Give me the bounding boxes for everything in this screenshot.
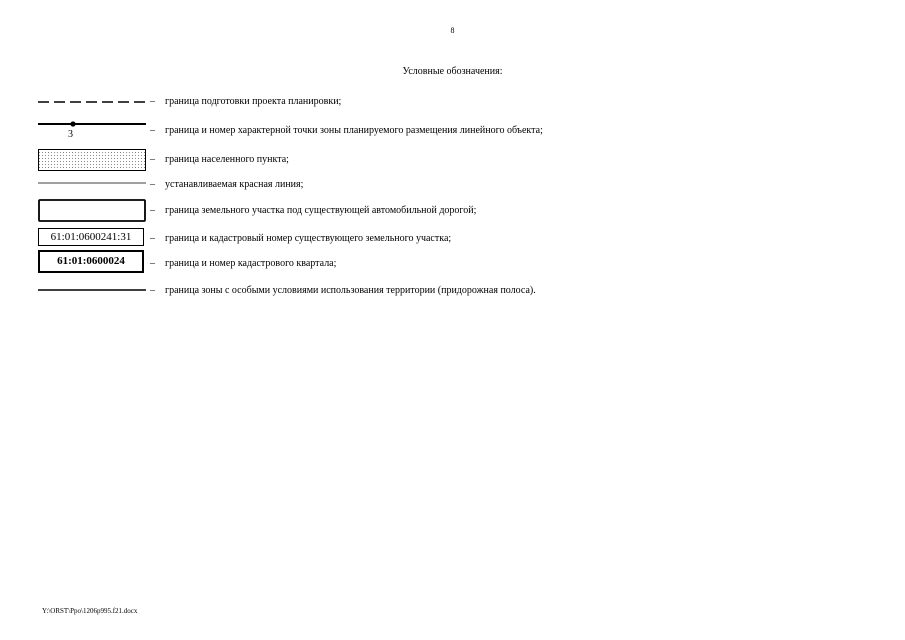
- legend-separator: –: [150, 258, 155, 269]
- cadastral-quarter-label-box: 61:01:0600024: [38, 250, 144, 273]
- legend-description: граница и номер кадастрового квартала;: [165, 258, 337, 269]
- legend-separator: –: [150, 233, 155, 244]
- dashed-line-symbol: [38, 90, 146, 116]
- legend-row-roadside-zone: [38, 280, 858, 306]
- solid-line-symbol: [38, 280, 146, 306]
- legend-description: граница зоны с особыми условиями использования территории (придорожная полоса).: [165, 285, 536, 296]
- legend-separator: –: [150, 125, 155, 136]
- legend-row-planning-boundary: [38, 90, 858, 116]
- legend-description: граница земельного участка под существующей автомобильной дорогой;: [165, 205, 477, 216]
- legend-title: Условные обозначения:: [402, 66, 503, 77]
- point-number-label: 3: [68, 129, 73, 140]
- legend-description: устанавливаемая красная линия;: [165, 179, 304, 190]
- empty-rect-symbol: [38, 199, 146, 225]
- legend-row-characteristic-point: [38, 118, 858, 144]
- legend-separator: –: [150, 205, 155, 216]
- page-number: 8: [450, 26, 455, 35]
- legend-description: граница и кадастровый номер существующего земельного участка;: [165, 233, 452, 244]
- line-with-point-symbol: [38, 118, 146, 144]
- legend-separator: –: [150, 179, 155, 190]
- legend-separator: –: [150, 96, 155, 107]
- legend-row-cadastral-quarter: [38, 250, 858, 276]
- legend-description: граница подготовки проекта планировки;: [165, 96, 342, 107]
- legend-description: граница населенного пункта;: [165, 154, 289, 165]
- dotted-fill-rect-symbol: [38, 148, 146, 174]
- legend-description: граница и номер характерной точки зоны планируемого размещения линейного объекта;: [165, 125, 543, 136]
- legend-row-road-land-plot: [38, 199, 858, 225]
- legend-row-settlement-boundary: [38, 148, 858, 174]
- footer-file-path: Y:\ORST\Ppo\1206p995.f21.docx: [42, 607, 138, 615]
- thin-line-symbol: [38, 174, 146, 200]
- cadastral-plot-label-box: 61:01:0600241:31: [38, 228, 144, 246]
- legend-separator: –: [150, 285, 155, 296]
- legend-separator: –: [150, 154, 155, 165]
- legend-row-red-line: [38, 174, 858, 200]
